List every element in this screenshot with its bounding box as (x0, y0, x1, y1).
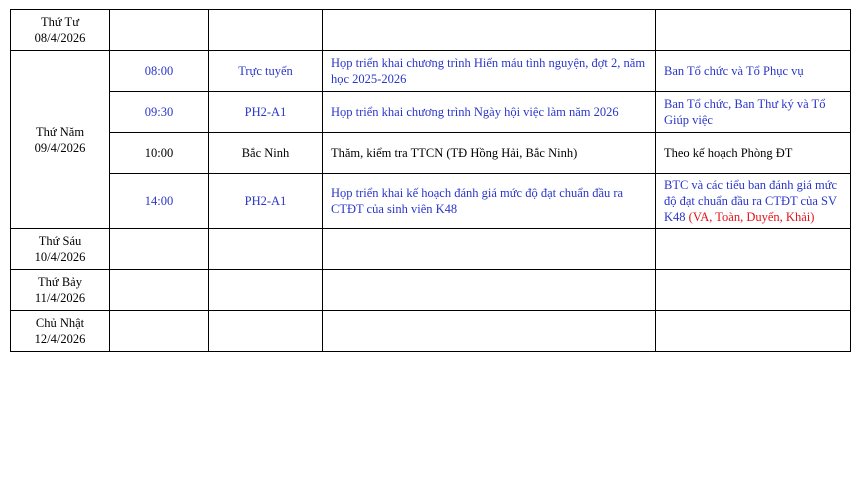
day-date: 08/4/2026 (34, 31, 86, 45)
content-cell: Họp triển khai chương trình Hiến máu tình nguyện, đợt 2, năm học 2025-2026 (323, 51, 656, 92)
table-row (11, 270, 851, 311)
place-cell (209, 10, 323, 51)
table-row (11, 10, 851, 51)
responsible-cell: Ban Tổ chức và Tổ Phục vụ (656, 51, 851, 92)
table-row (11, 92, 851, 133)
time-cell (110, 10, 209, 51)
day-date: 09/4/2026 (34, 140, 86, 155)
place-cell: Trực tuyến (209, 51, 323, 92)
place-cell (209, 270, 323, 311)
place-cell (209, 311, 323, 352)
responsible-cell: Ban Tổ chức, Ban Thư ký và Tổ Giúp việc (656, 92, 851, 133)
content-cell (323, 270, 656, 311)
place-cell: PH2-A1 (209, 174, 323, 229)
day-cell (11, 51, 110, 229)
place-cell (209, 229, 323, 270)
responsible-cell (656, 10, 851, 51)
responsible-cell (656, 174, 851, 229)
time-cell (110, 311, 209, 352)
content-cell (323, 311, 656, 352)
day-name: Thứ Năm (35, 124, 85, 139)
content-cell (323, 10, 656, 51)
responsible-cell: Theo kế hoạch Phòng ĐT (656, 133, 851, 174)
table-row (11, 311, 851, 352)
day-date: 12/4/2026 (34, 332, 86, 346)
day-cell (11, 229, 110, 270)
schedule-table (10, 9, 851, 352)
day-name: Thứ Tư (41, 15, 79, 29)
time-cell: 08:00 (110, 51, 209, 92)
content-cell: Họp triển khai kế hoạch đánh giá mức độ đạt chuẩn đầu ra CTĐT của sinh viên K48 (323, 174, 656, 229)
place-cell: Bắc Ninh (209, 133, 323, 174)
time-cell (110, 229, 209, 270)
day-date: 10/4/2026 (34, 250, 86, 264)
day-name: Thứ Sáu (38, 234, 82, 248)
responsible-cell (656, 229, 851, 270)
day-cell (11, 10, 110, 51)
content-cell: Thăm, kiểm tra TTCN (TĐ Hồng Hải, Bắc Ninh) (323, 133, 656, 174)
time-cell (110, 270, 209, 311)
place-cell: PH2-A1 (209, 92, 323, 133)
responsible-cell (656, 270, 851, 311)
day-cell (11, 270, 110, 311)
time-cell: 09:30 (110, 92, 209, 133)
day-date: 11/4/2026 (34, 291, 86, 305)
table-row (11, 51, 851, 92)
table-row (11, 229, 851, 270)
responsible-people: (VA, Toàn, Duyến, Khải) (688, 210, 815, 224)
responsible-cell (656, 311, 851, 352)
content-cell (323, 229, 656, 270)
time-cell: 14:00 (110, 174, 209, 229)
day-cell (11, 311, 110, 352)
day-name: Chủ Nhật (35, 316, 85, 330)
table-row (11, 133, 851, 174)
content-cell: Họp triển khai chương trình Ngày hội việc làm năm 2026 (323, 92, 656, 133)
responsible-text: BTC và các tiểu ban đánh giá mức độ đạt chuẩn đầu ra CTĐT của SV K48 (664, 178, 838, 224)
day-name: Thứ Bảy (38, 275, 82, 289)
table-row (11, 174, 851, 229)
time-cell: 10:00 (110, 133, 209, 174)
